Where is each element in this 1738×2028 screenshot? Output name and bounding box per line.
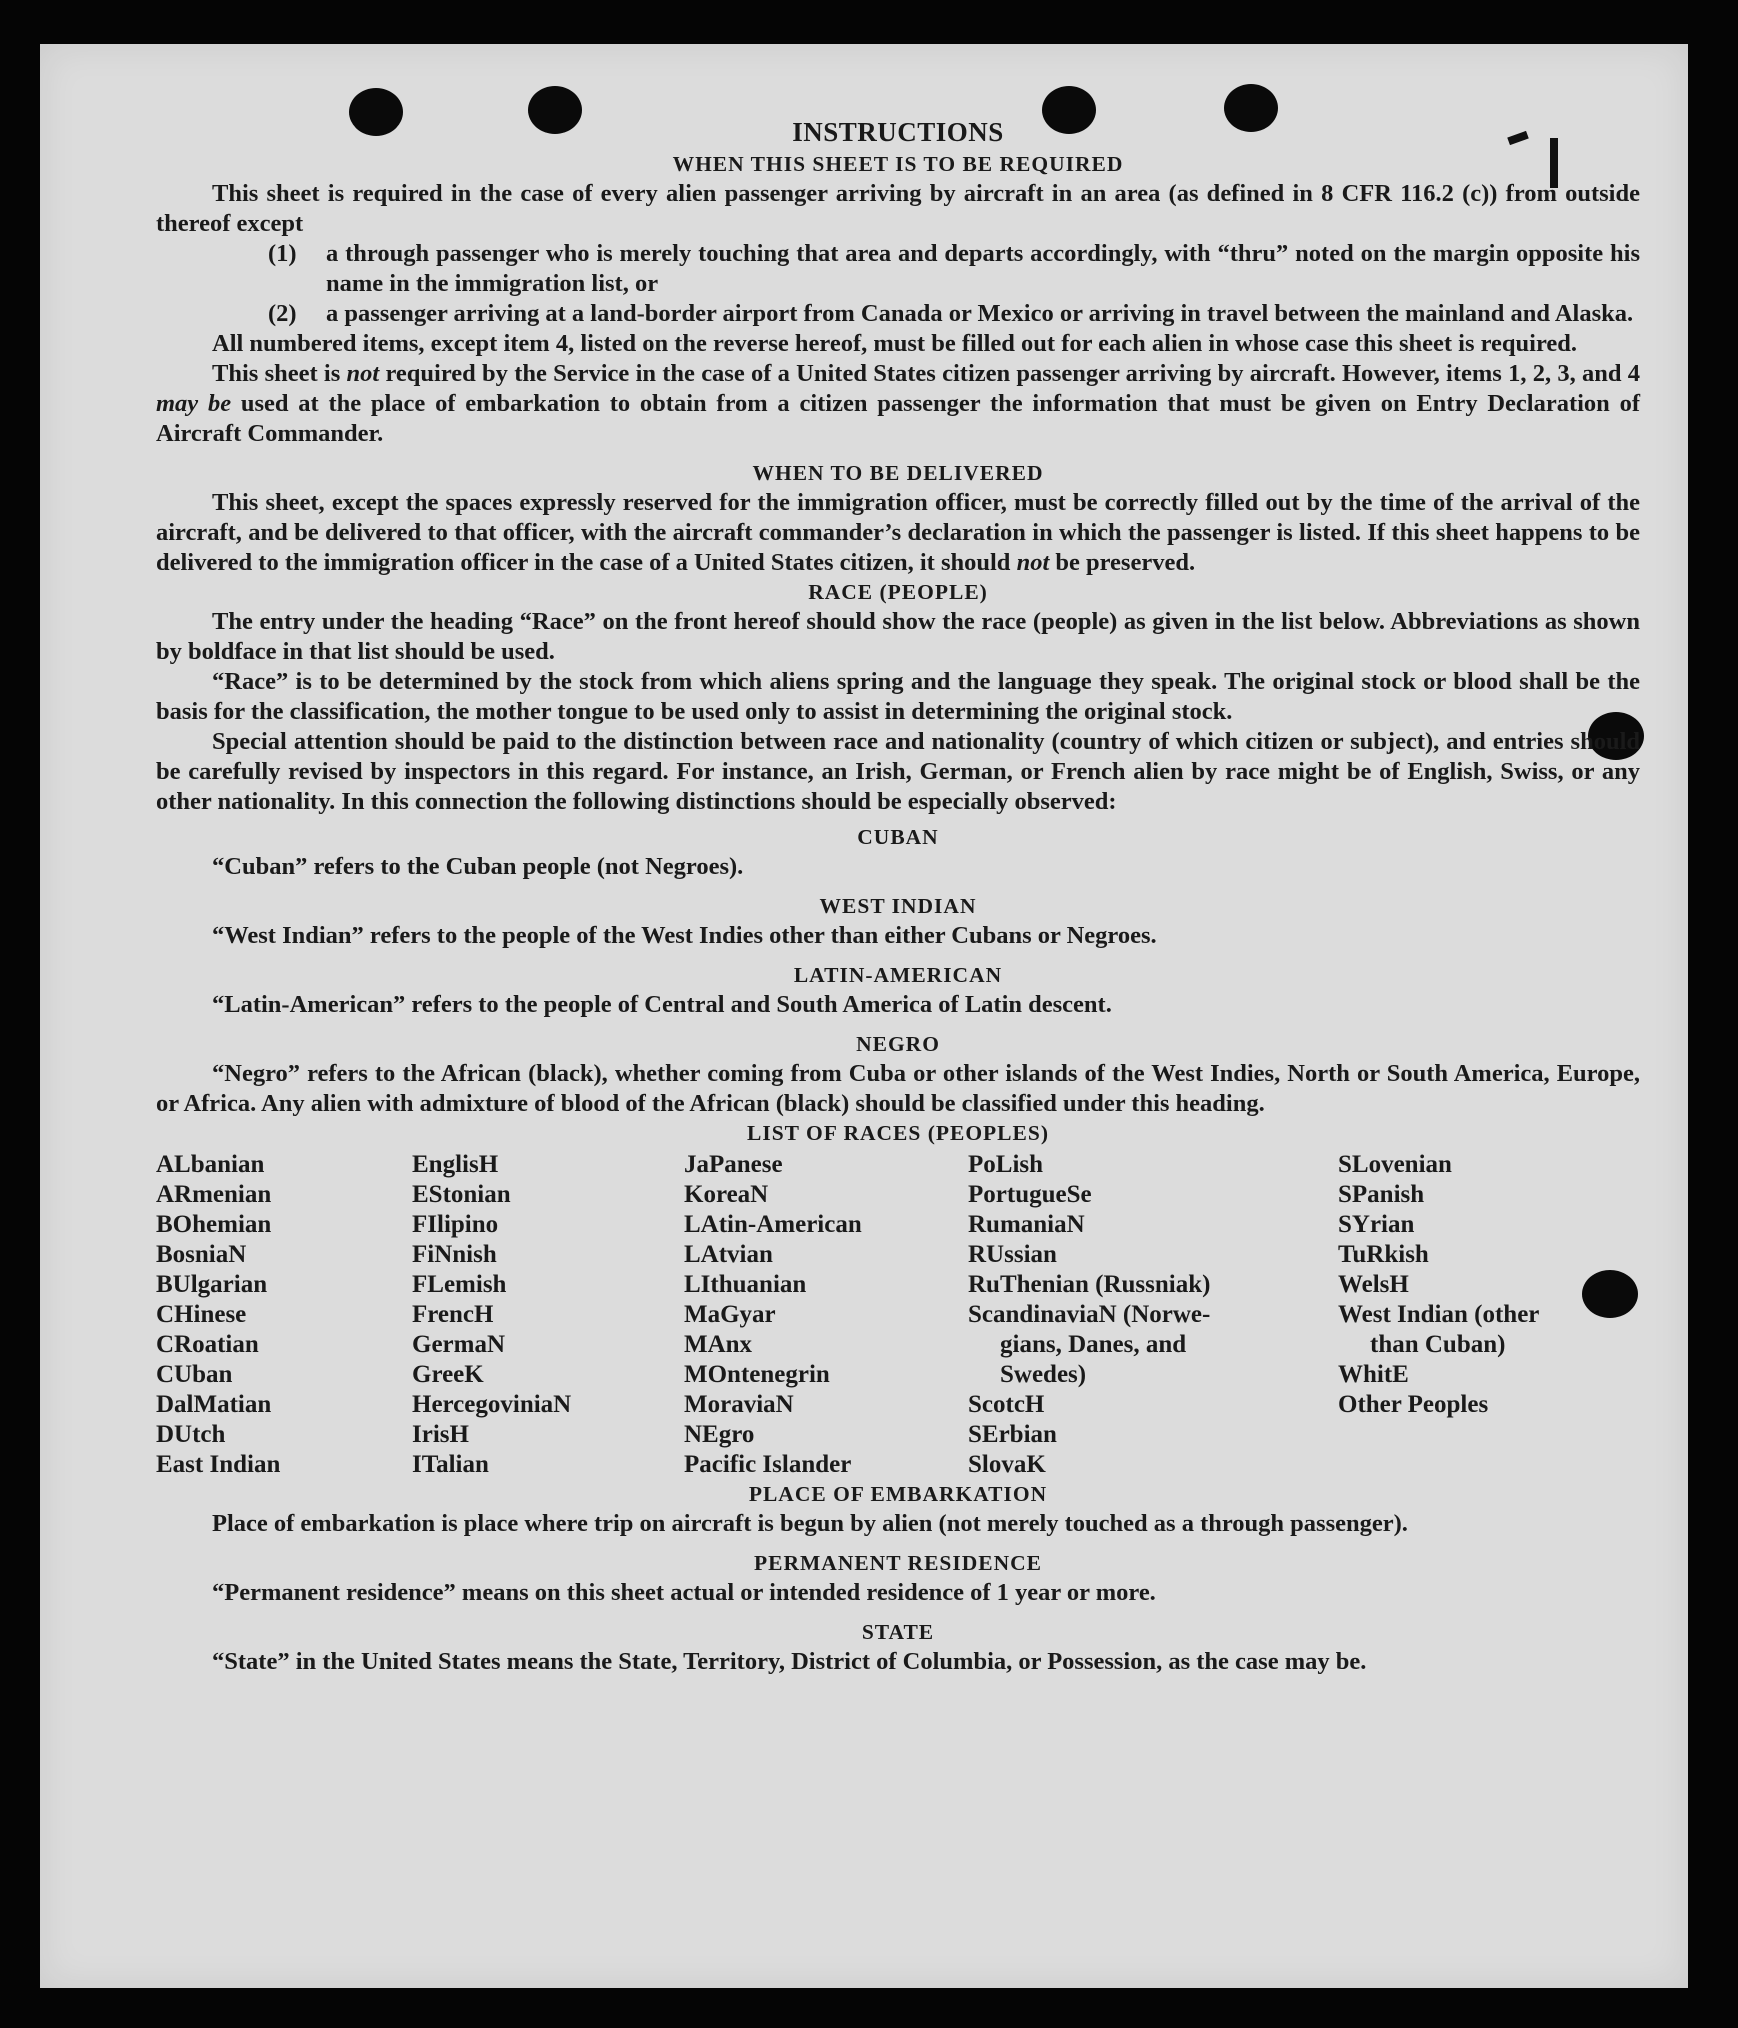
heading-west-indian: WEST INDIAN [819,894,977,918]
race-entry: CRoatian [156,1331,259,1358]
numbered-items-paragraph: All numbered items, except item 4, listed on the reverse hereof, must be filled out for each alien in whose case this sheet is required. [212,330,1578,357]
race-entry: SLovenian [1338,1151,1452,1178]
embarkation-definition: Place of embarkation is place where trip on aircraft is begun by alien (not merely touched as a through passenger). [212,1510,1408,1537]
race-text-b: in that list should be used. [276,638,555,665]
race-entry: RuThenian (Russniak) [968,1271,1211,1298]
race-entry: MOntenegrin [684,1361,830,1388]
heading-negro: NEGRO [856,1032,940,1056]
race-entry: NEgro [684,1421,755,1448]
citizen-emphasis-not: not [346,360,380,387]
races-column-4 [968,1150,1258,1480]
race-paragraph-3: Special attention should be paid to the distinction between race and nationality (country of which citizen or subject), and entries should be carefully revised by inspectors in this regard. For instance, an Irish, German, or French alien by race might be of English, Swiss, or any other nationality. In this connection the following distinctions should be especially observed: [156,728,1640,815]
exception-text: a passenger arriving at a land-border airport from Canada or Mexico or arriving in travel between the mainland and Alaska. [326,300,1634,327]
race-entry: SlovaK [968,1451,1046,1478]
races-column-2 [412,1150,684,1480]
race-entry: SErbian [968,1421,1057,1448]
delivery-text-b: be preserved. [1049,549,1196,576]
race-entry: BUlgarian [156,1271,268,1298]
document-page [40,44,1688,1988]
race-entry: TuRkish [1338,1241,1429,1268]
west-indian-definition: “West Indian” refers to the people of the West Indies other than either Cubans or Negroes. [212,922,1157,949]
citizen-emphasis-may-be: may be [156,390,232,417]
race-paragraph-1 [156,607,1640,667]
races-column-1 [156,1150,412,1480]
race-entry: ARmenian [156,1181,272,1208]
race-entry: LAtvian [684,1241,773,1268]
race-entry: FiNnish [412,1241,497,1268]
race-entry: MAnx [684,1331,753,1358]
citizen-text-c: used at the place of embarkation to obtain from a citizen passenger the information that must be given on Entry Declaration of Aircraft Commander. [156,390,1640,447]
latin-american-definition: “Latin-American” refers to the people of Central and South America of Latin descent. [212,991,1112,1018]
race-entry: CUban [156,1361,233,1388]
race-entry: SPanish [1338,1181,1425,1208]
race-entry: EnglisH [412,1151,499,1178]
race-entry: PortugueSe [968,1181,1092,1208]
race-entry: ScandinaviaN (Norwe- [968,1301,1211,1328]
exception-item [156,239,1640,299]
heading-latin-american: LATIN-AMERICAN [793,963,1003,987]
exception-text: a through passenger who is merely touching that area and departs accordingly, with “thru” noted on the margin opposite his name in the immigration list, or [326,240,1640,297]
when-required-intro: This sheet is required in the case of every alien passenger arriving by aircraft in an area (as defined in 8 CFR 116.2 (c)) from outside thereof except [156,180,1640,237]
race-entry: PoLish [968,1151,1044,1178]
race-entry-continued: gians, Danes, and [1000,1331,1187,1358]
race-entry: DUtch [156,1421,226,1448]
delivery-emphasis-not: not [1016,549,1050,576]
exception-number: (1) [268,240,297,267]
delivery-paragraph [156,488,1640,578]
race-entry: ALbanian [156,1151,265,1178]
race-entry: FIlipino [412,1211,499,1238]
citizen-text-a: This sheet is [212,360,347,387]
race-entry: MaGyar [684,1301,776,1328]
race-entry-continued: than Cuban) [1370,1331,1506,1358]
race-entry: BosniaN [156,1241,247,1268]
race-entry: WhitE [1338,1361,1409,1388]
race-entry: KoreaN [684,1181,769,1208]
exception-item [156,299,1640,329]
heading-cuban: CUBAN [857,825,939,849]
race-entry: East Indian [156,1451,281,1478]
race-entry: DalMatian [156,1391,272,1418]
cuban-definition: “Cuban” refers to the Cuban people (not Negroes). [212,853,744,880]
race-entry: RUssian [968,1241,1057,1268]
race-entry: SYrian [1338,1211,1415,1238]
heading-when-delivered: WHEN TO BE DELIVERED [752,461,1044,485]
heading-state: STATE [861,1620,935,1644]
race-entry-continued: Swedes) [1000,1361,1087,1388]
page-title: INSTRUCTIONS [792,117,1004,147]
heading-permanent-residence: PERMANENT RESIDENCE [754,1551,1042,1575]
race-entry: RumaniaN [968,1211,1085,1238]
race-entry: HercegoviniaN [412,1391,572,1418]
race-entry: West Indian (other [1338,1301,1540,1328]
race-entry: BOhemian [156,1211,272,1238]
race-entry: Other Peoples [1338,1391,1489,1418]
negro-definition: “Negro” refers to the African (black), whether coming from Cuba or other islands of the West Indies, North or South America, Europe, or Africa. Any alien with admixture of blood of the African (black) should be classified under this heading. [156,1060,1640,1117]
race-entry: GermaN [412,1331,506,1358]
race-paragraph-2: “Race” is to be determined by the stock from which aliens spring and the language they speak. The original stock or blood shall be the basis for the classification, the mother tongue to be used only to assist in determining the original stock. [156,668,1640,725]
residence-definition: “Permanent residence” means on this sheet actual or intended residence of 1 year or more. [212,1579,1156,1606]
race-entry: LIthuanian [684,1271,807,1298]
race-entry: JaPanese [684,1151,783,1178]
race-entry: EStonian [412,1181,511,1208]
race-entry: ScotcH [968,1391,1045,1418]
race-entry: IrisH [412,1421,469,1448]
heading-embarkation: PLACE OF EMBARKATION [748,1482,1048,1506]
races-column-3 [684,1150,968,1480]
heading-race: RACE (PEOPLE) [808,580,988,604]
race-text-a: The entry under the heading “Race” on the front hereof should show the race (people) as given in the list below. Abbreviations as shown by [156,608,1640,665]
race-boldface-word: boldface [188,638,277,665]
delivery-text-a: This sheet, except the spaces expressly reserved for the immigration officer, must be correctly filled out by the time of the arrival of the aircraft, and be delivered to that officer, with the aircraft commander’s declaration in which the passenger is listed. If this sheet happens to be delivered to the immigration officer in the case of a United States citizen, it should [156,489,1640,576]
state-definition: “State” in the United States means the State, Territory, District of Columbia, or Possession, as the case may be. [212,1648,1367,1675]
exception-number: (2) [268,300,297,327]
heading-list-of-races: LIST OF RACES (PEOPLES) [747,1121,1049,1145]
race-entry: FLemish [412,1271,507,1298]
race-entry: Pacific Islander [684,1451,852,1478]
race-entry: GreeK [412,1361,484,1388]
races-column-5 [1338,1150,1618,1480]
race-entry: FrencH [412,1301,494,1328]
race-entry: ITalian [412,1451,489,1478]
race-entry: WelsH [1338,1271,1409,1298]
citizen-text-b: required by the Service in the case of a United States citizen passenger arriving by aircraft. However, items 1, 2, 3, and 4 [379,360,1641,387]
races-table [156,1150,1640,1480]
race-entry: MoraviaN [684,1391,794,1418]
race-entry: LAtin-American [684,1211,862,1238]
instructions-content [156,114,1640,1677]
race-entry: CHinese [156,1301,247,1328]
heading-when-required: WHEN THIS SHEET IS TO BE REQUIRED [672,152,1124,176]
citizen-paragraph [156,359,1640,449]
